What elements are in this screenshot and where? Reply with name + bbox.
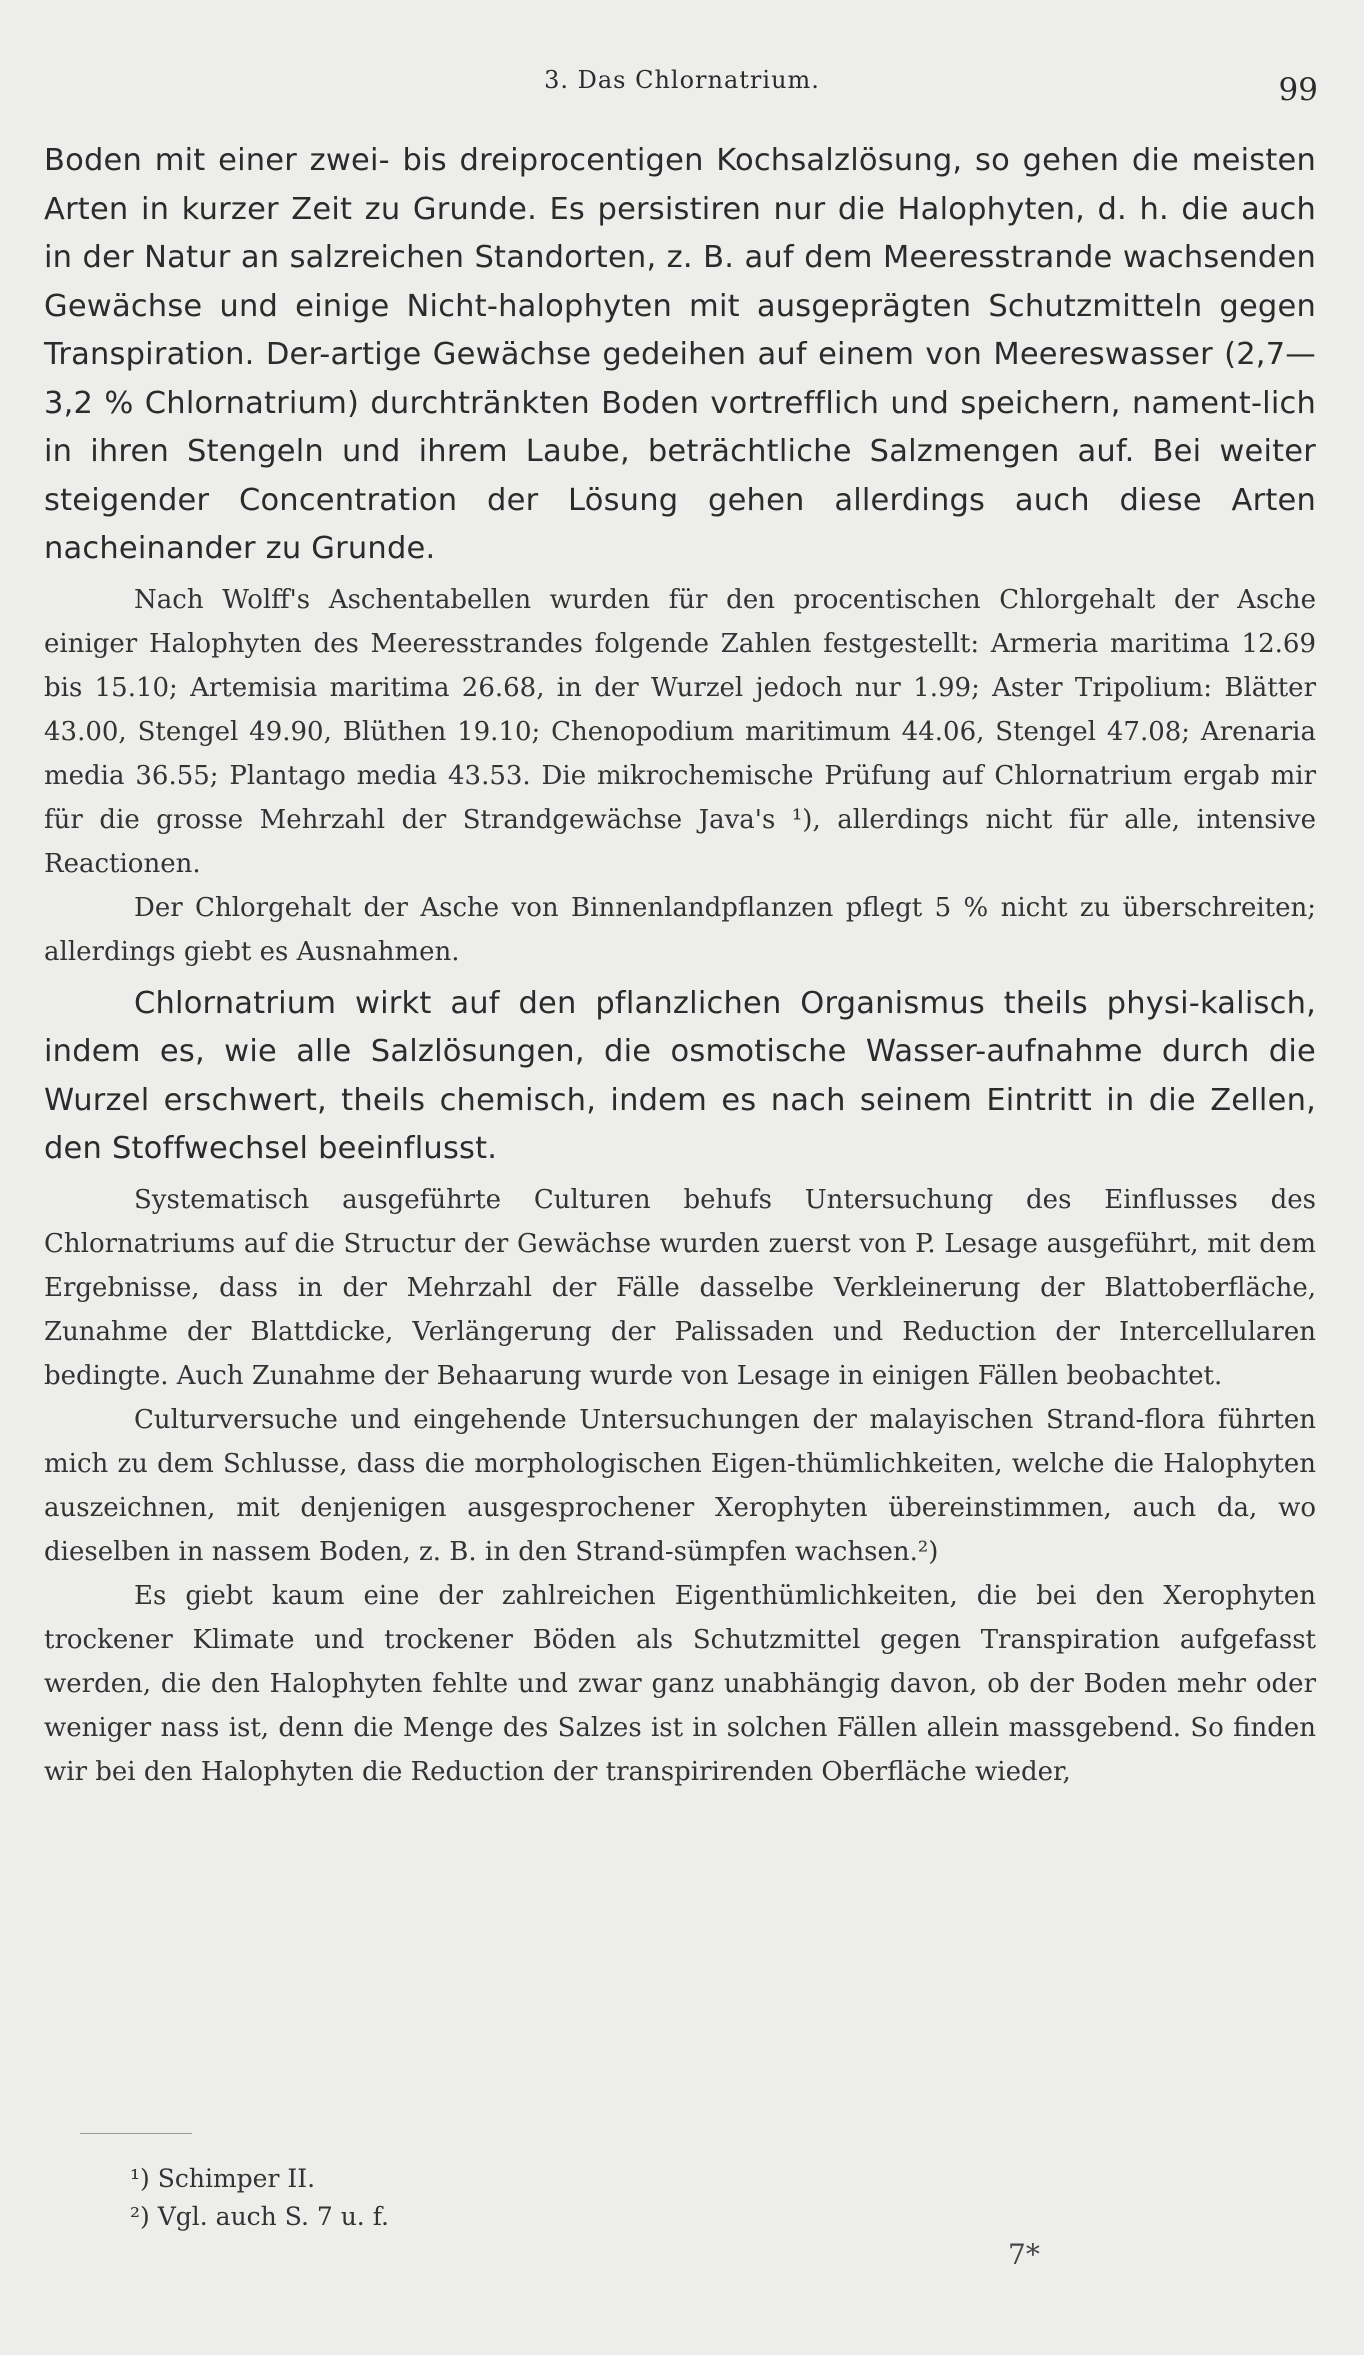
running-title: 3. Das Chlornatrium. bbox=[544, 66, 820, 94]
paragraph: Systematisch ausgeführte Culturen behufs Untersuchung des Einflusses des Chlornatriums auf die Structur der Gewächse wurden zuerst von P. Lesage ausgeführt, mit dem Ergebnisse, dass in der Mehrzahl der Fälle dasselbe Verkleinerung der Blattoberfläche, Zunahme der Blattdicke, Verlängerung der Palissaden und Reduction der Intercellularen bedingte. Auch Zunahme der Behaarung wurde von Lesage in einigen Fällen beobachtet. bbox=[44, 1184, 1316, 1391]
body-text bbox=[44, 137, 1316, 1794]
footnote: ¹) Schimper II. bbox=[130, 2164, 316, 2193]
signature-mark: 7* bbox=[1008, 2238, 1040, 2271]
paragraph: Chlornatrium wirkt auf den pflanzlichen Organismus theils physi-kalisch, indem es, wie alle Salzlösungen, die osmotische Wasser-aufnahme durch die Wurzel erschwert, theils chemisch, indem es nach seinem Eintritt in die Zellen, den Stoffwechsel beeinflusst. bbox=[44, 985, 1316, 1166]
paragraph: Culturversuche und eingehende Untersuchungen der malayischen Strand-flora führten mich zu dem Schlusse, dass die morphologischen Eigen-thümlichkeiten, welche die Halophyten auszeichnen, mit denjenigen ausgesprochener Xerophyten übereinstimmen, auch da, wo dieselben in nassem Boden, z. B. in den Strand-sümpfen wachsen.²) bbox=[44, 1404, 1316, 1567]
paragraph: Der Chlorgehalt der Asche von Binnenlandpflanzen pflegt 5 % nicht zu überschreiten; allerdings giebt es Ausnahmen. bbox=[44, 892, 1316, 967]
footnotes bbox=[130, 2160, 830, 2236]
running-head bbox=[0, 62, 1364, 108]
footnote: ²) Vgl. auch S. 7 u. f. bbox=[130, 2202, 390, 2231]
paragraph: Es giebt kaum eine der zahlreichen Eigenthümlichkeiten, die bei den Xerophyten trockener Klimate und trockener Böden als Schutzmittel gegen Transpiration aufgefasst werden, die den Halophyten fehlte und zwar ganz unabhängig davon, ob der Boden mehr oder weniger nass ist, denn die Menge des Salzes ist in solchen Fällen allein massgebend. So finden wir bei den Halophyten die Reduction der transpirirenden Oberfläche wieder, bbox=[44, 1580, 1316, 1787]
paragraph: Nach Wolff's Aschentabellen wurden für den procentischen Chlorgehalt der Asche einiger Halophyten des Meeresstrandes folgende Zahlen festgestellt: Armeria maritima 12.69 bis 15.10; Artemisia maritima 26.68, in der Wurzel jedoch nur 1.99; Aster Tripolium: Blätter 43.00, Stengel 49.90, Blüthen 19.10; Chenopodium maritimum 44.06, Stengel 47.08; Arenaria media 36.55; Plantago media 43.53. Die mikrochemische Prüfung auf Chlornatrium ergab mir für die grosse Mehrzahl der Strandgewächse Java's ¹), allerdings nicht für alle, intensive Reactionen. bbox=[44, 584, 1316, 879]
footnote-divider bbox=[80, 2133, 192, 2134]
page-number: 99 bbox=[1278, 72, 1318, 108]
paragraph: Boden mit einer zwei- bis dreiprocentigen Kochsalzlösung, so gehen die meisten Arten in kurzer Zeit zu Grunde. Es persistiren nur die Halophyten, d. h. die auch in der Natur an salzreichen Standorten, z. B. auf dem Meeresstrande wachsenden Gewächse und einige Nicht-halophyten mit ausgeprägten Schutzmitteln gegen Transpiration. Der-artige Gewächse gedeihen auf einem von Meereswasser (2,7—3,2 % Chlornatrium) durchtränkten Boden vortrefflich und speichern, nament-lich in ihren Stengeln und ihrem Laube, beträchtliche Salzmengen auf. Bei weiter steigender Concentration der Lösung gehen allerdings auch diese Arten nacheinander zu Grunde. bbox=[44, 143, 1316, 566]
